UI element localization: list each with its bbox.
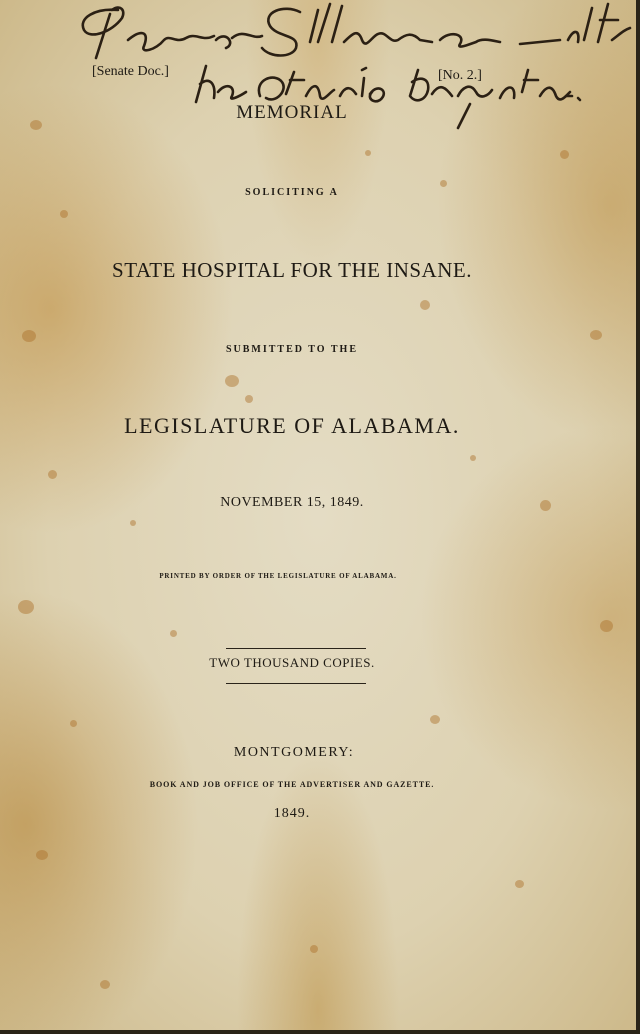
printed-by-line: PRINTED BY ORDER OF THE LEGISLATURE OF ALABAMA. — [159, 572, 397, 580]
rule-bottom — [226, 683, 366, 684]
date-line: NOVEMBER 15, 1849. — [220, 495, 364, 510]
rule-top — [226, 648, 366, 649]
document-title: MEMORIAL — [236, 102, 348, 123]
copies-line: TWO THOUSAND COPIES. — [209, 655, 375, 670]
soliciting-line: SOLICITING A — [245, 187, 339, 198]
doc-number-label: [No. 2.] — [438, 68, 482, 83]
senate-doc-label: [Senate Doc.] — [92, 64, 169, 79]
submitted-line: SUBMITTED TO THE — [225, 344, 359, 355]
subject-line: STATE HOSPITAL FOR THE INSANE. — [112, 258, 472, 282]
imprint-office: BOOK AND JOB OFFICE OF THE ADVERTISER AND GAZETTE. — [149, 780, 435, 789]
legislature-line: LEGISLATURE OF ALABAMA. — [124, 413, 460, 438]
imprint-city: MONTGOMERY: — [233, 745, 355, 760]
imprint-year: 1849. — [273, 806, 311, 821]
